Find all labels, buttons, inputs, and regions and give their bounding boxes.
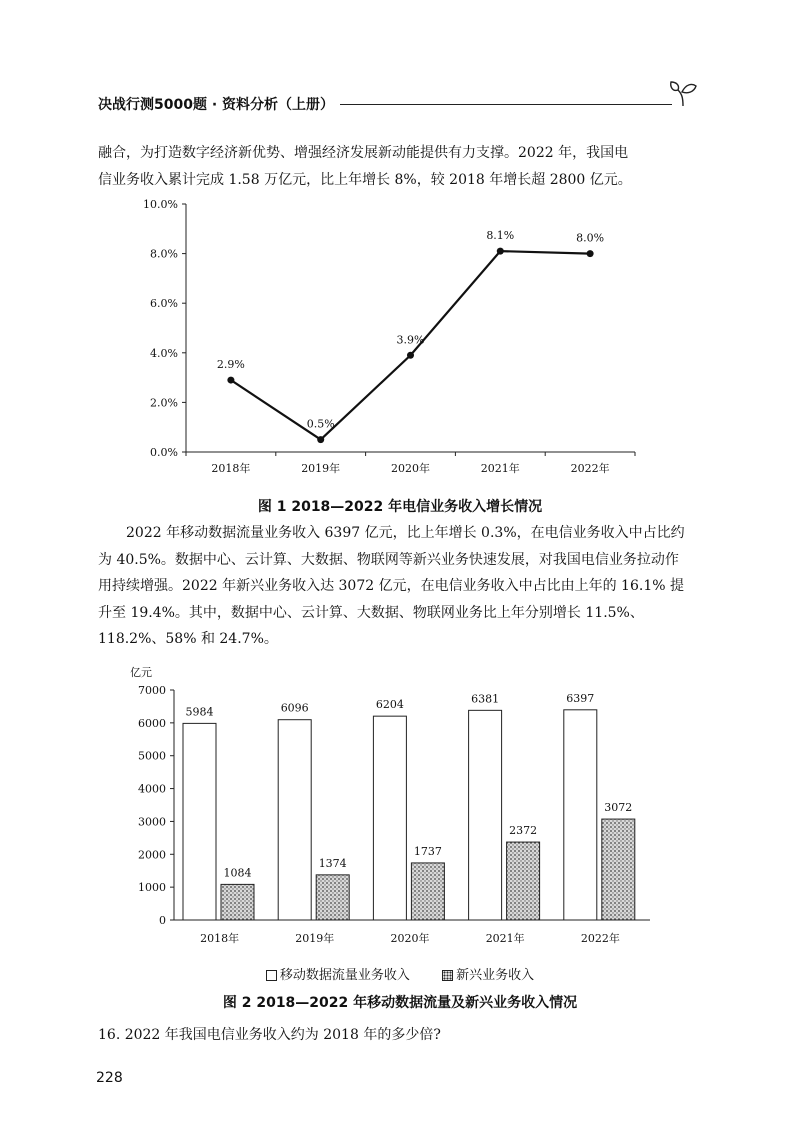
bar-mobile-data <box>278 720 311 920</box>
bar-chart <box>118 658 668 958</box>
bar-emerging <box>316 875 349 920</box>
bar-emerging <box>602 819 635 920</box>
paragraph-1 <box>98 140 688 193</box>
paragraph-2: 2022 年移动数据流量业务收入 6397 亿元，比上年增长 0.3%，在电信业务收入中占比约为 40.5%。数据中心、云计算、大数据、物联网等新兴业务快速发展，对我国电信业务拉动作用持续增强。2022 年新兴业务收入达 3072 亿元，在电信业务收入中占比由上年的 16.1% 提升至 19.4%。其中，数据中心、云计算、大数据、物联网业务比上年分别增长 11.5%、118.2%、58% 和 24.7%。 <box>98 525 685 647</box>
bar-value-label: 2372 <box>509 824 538 838</box>
question-16: 16. 2022 年我国电信业务收入约为 2018 年的多少倍? <box>98 1027 441 1043</box>
bar-emerging <box>507 842 540 920</box>
legend-swatch-dotted <box>442 970 453 981</box>
legend-label-mobile-data: 移动数据流量业务收入 <box>279 968 410 983</box>
line-chart <box>130 192 650 482</box>
data-label: 0.5% <box>306 417 335 431</box>
x-tick-label: 2019年 <box>301 462 341 475</box>
y-tick-label: 2000 <box>138 848 166 862</box>
legend-label-emerging: 新兴业务收入 <box>456 968 535 983</box>
bar-mobile-data <box>183 723 216 920</box>
legend-item-mobile-data <box>266 964 410 983</box>
y-axis-unit: 亿元 <box>130 666 152 679</box>
bar-emerging <box>221 884 254 920</box>
x-tick-label: 2019年 <box>295 932 335 945</box>
x-tick-label: 2022年 <box>580 932 620 945</box>
bar-mobile-data <box>469 710 502 920</box>
x-tick-label: 2020年 <box>391 462 430 475</box>
x-tick-label: 2021年 <box>485 932 525 945</box>
x-tick-label: 2022年 <box>570 462 610 475</box>
bar-value-label: 6204 <box>375 698 404 712</box>
bar-value-label: 1374 <box>318 856 347 870</box>
y-tick-label: 8.0% <box>150 247 178 261</box>
y-tick-label: 0 <box>159 914 166 927</box>
bar-value-label: 6096 <box>280 701 309 715</box>
bar-value-label: 6397 <box>566 691 595 705</box>
x-tick-label: 2018年 <box>200 932 240 945</box>
y-tick-label: 7000 <box>138 684 166 697</box>
paragraph-1-line-1: 融合，为打造数字经济新优势、增强经济发展新动能提供有力支撑。2022 年，我国电 <box>98 145 629 161</box>
header-rule <box>340 104 672 105</box>
book-title: 决战行测5000题 · 资料分析（上册） <box>98 97 335 113</box>
x-tick-label: 2020年 <box>390 932 430 945</box>
bar-value-label: 3072 <box>604 801 633 815</box>
y-tick-label: 5000 <box>138 749 166 763</box>
legend-item-emerging <box>442 964 534 983</box>
figure-1-caption: 图 1 2018—2022 年电信业务收入增长情况 <box>257 499 543 515</box>
y-tick-label: 6000 <box>138 716 166 730</box>
bar-value-label: 5984 <box>185 705 214 719</box>
data-label: 8.1% <box>486 229 515 243</box>
data-point <box>497 248 504 255</box>
x-tick-label: 2021年 <box>480 462 520 475</box>
data-point <box>317 436 324 443</box>
page-number: 228 <box>96 1070 123 1086</box>
running-header <box>98 88 700 118</box>
data-label: 2.9% <box>216 358 245 372</box>
y-tick-label: 10.0% <box>143 198 178 211</box>
bar-value-label: 1084 <box>223 866 252 880</box>
chart-legend <box>0 964 800 983</box>
bar-mobile-data <box>373 716 406 920</box>
sprout-icon <box>668 80 698 108</box>
data-label: 8.0% <box>576 231 605 245</box>
paragraph-1-line-2: 信业务收入累计完成 1.58 万亿元，比上年增长 8%，较 2018 年增长超 2800 亿元。 <box>98 171 632 188</box>
y-tick-label: 0.0% <box>150 446 178 459</box>
bar-value-label: 1737 <box>413 844 442 858</box>
bar-emerging <box>411 863 444 920</box>
y-tick-label: 6.0% <box>150 297 178 311</box>
y-tick-label: 4.0% <box>150 346 178 360</box>
legend-swatch-white <box>266 970 277 981</box>
bar-value-label: 6381 <box>471 692 500 706</box>
figure-2-caption: 图 2 2018—2022 年移动数据流量及新兴业务收入情况 <box>222 995 578 1011</box>
data-point <box>407 352 414 359</box>
y-tick-label: 4000 <box>138 782 166 796</box>
data-point <box>587 250 594 257</box>
y-tick-label: 3000 <box>138 815 166 829</box>
x-tick-label: 2018年 <box>211 462 251 475</box>
y-tick-label: 1000 <box>138 881 166 895</box>
y-tick-label: 2.0% <box>150 396 178 410</box>
data-label: 3.9% <box>396 333 425 347</box>
bar-mobile-data <box>564 710 597 920</box>
data-point <box>227 377 234 384</box>
